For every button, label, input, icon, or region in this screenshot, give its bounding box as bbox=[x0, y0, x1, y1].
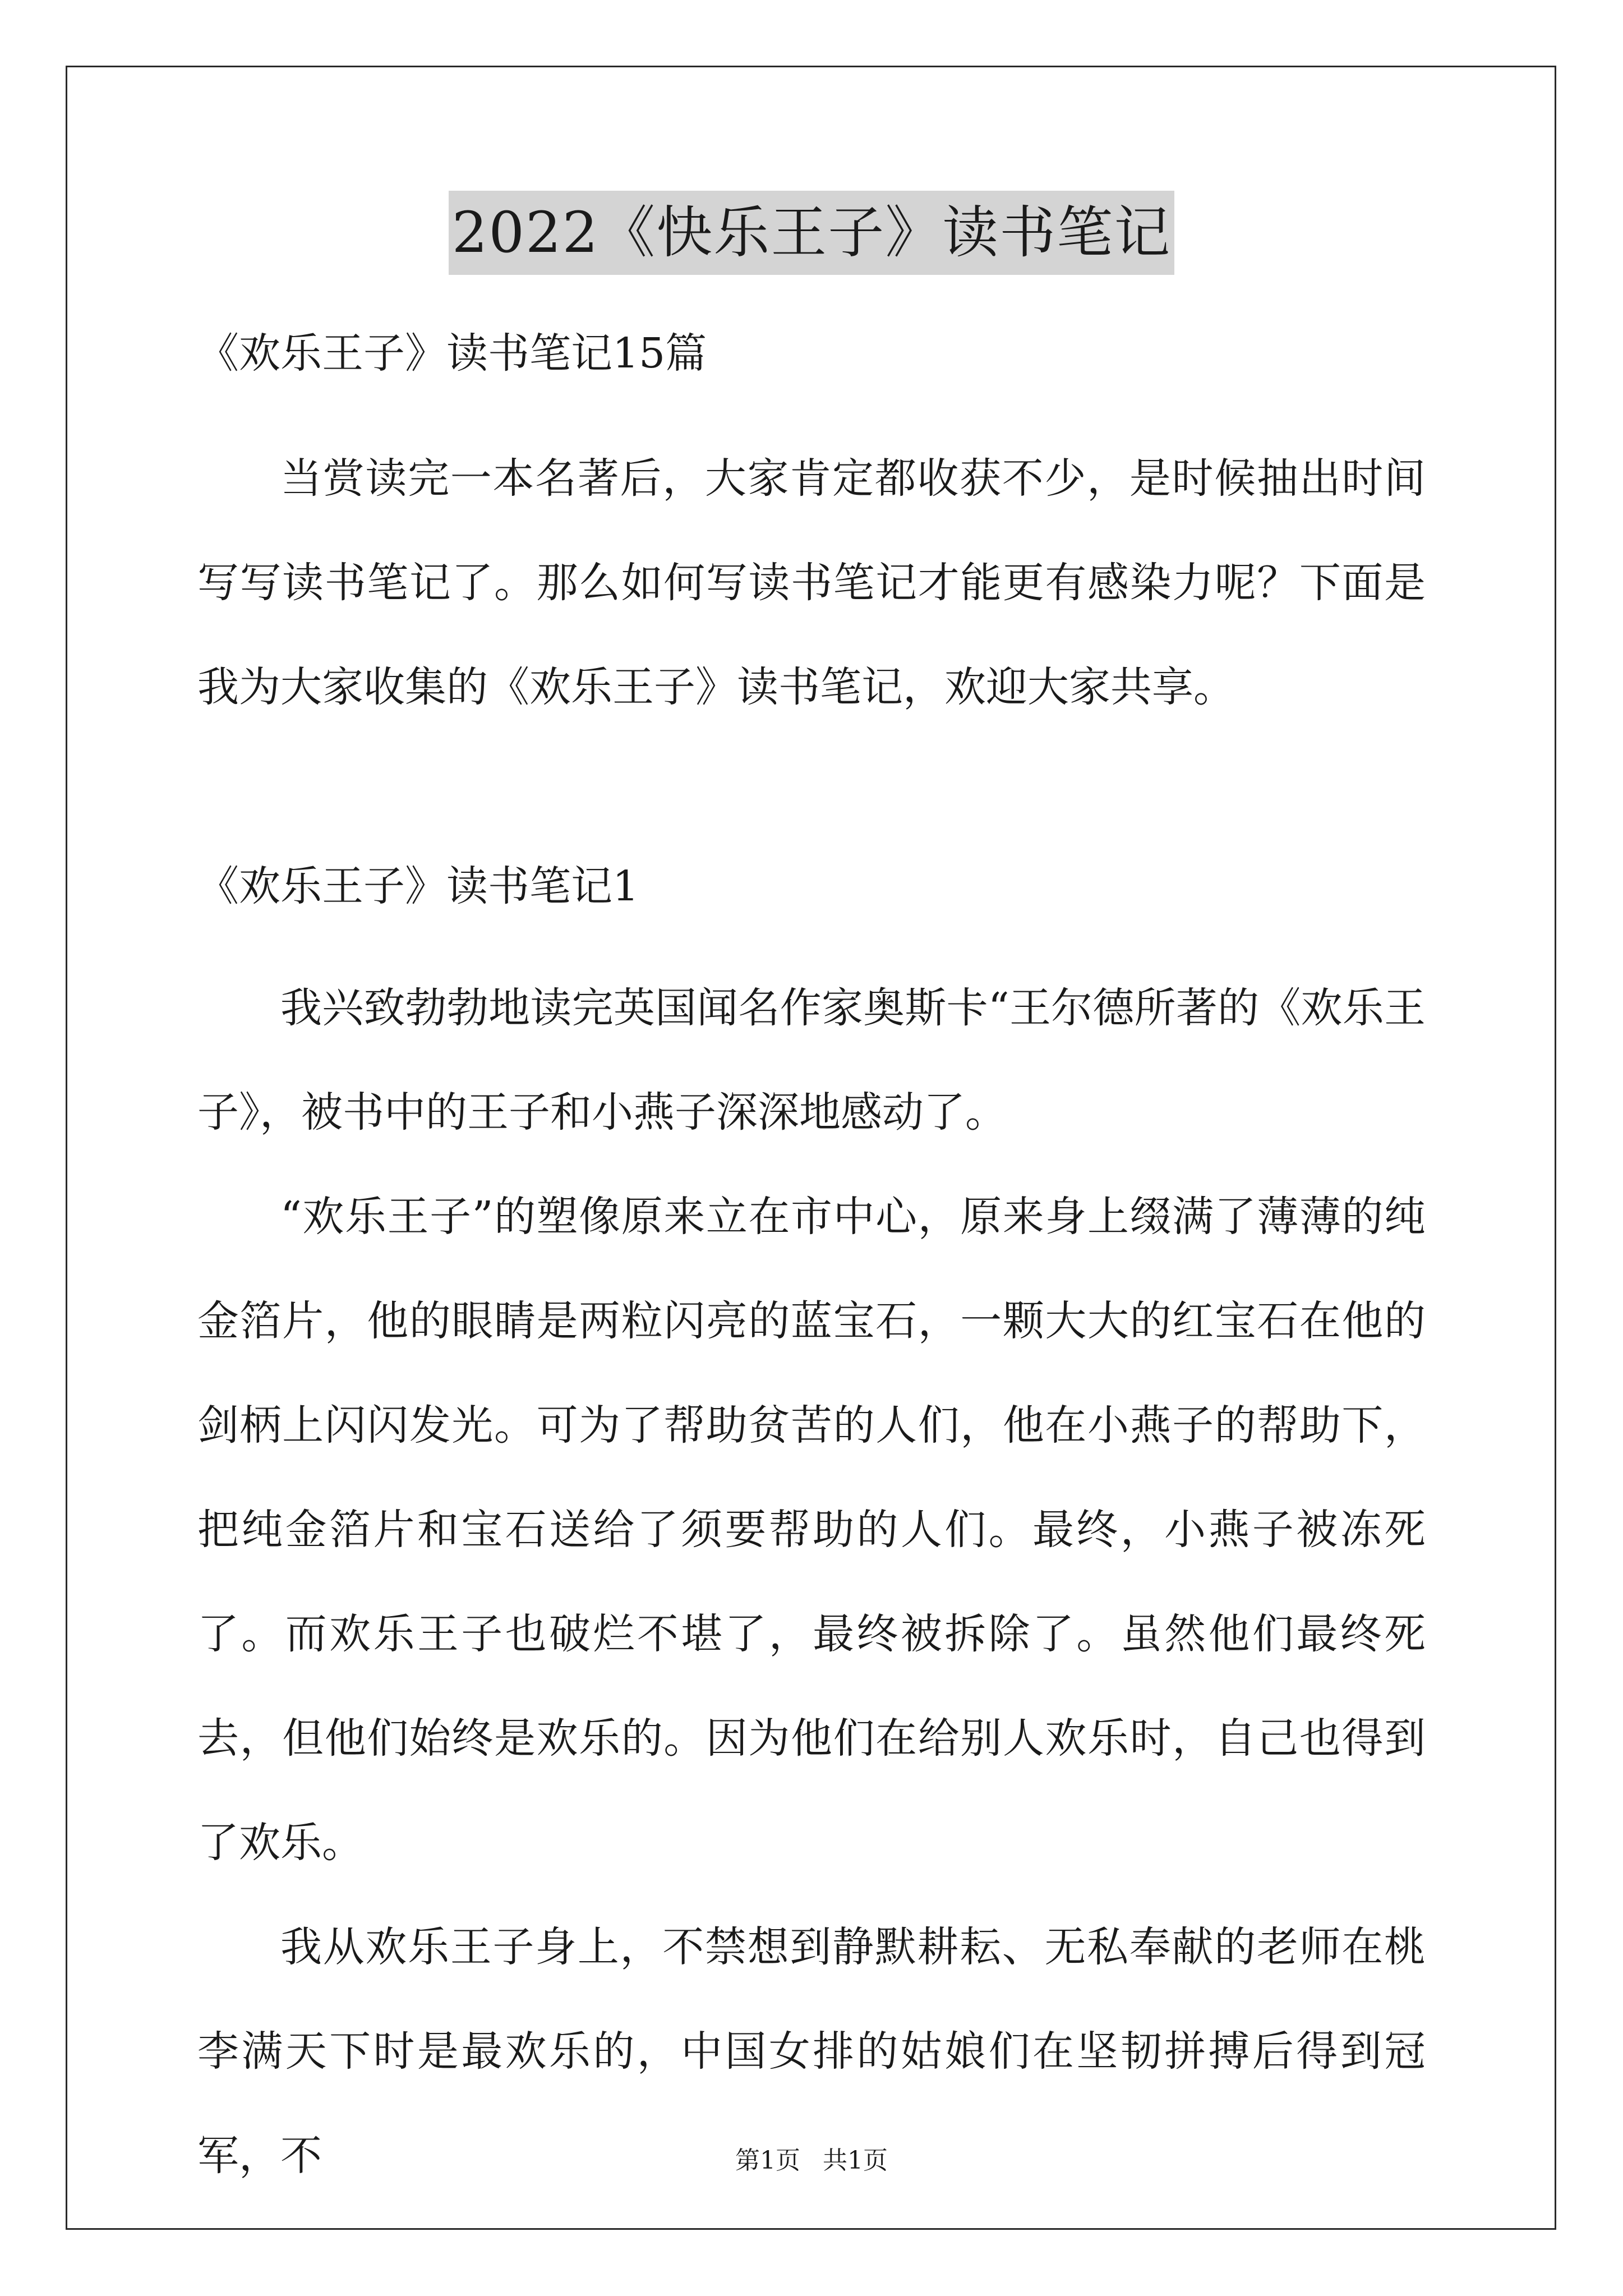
document-subtitle: 《欢乐王子》读书笔记15篇 bbox=[197, 329, 707, 378]
body-paragraph-1: 我兴致勃勃地读完英国闻名作家奥斯卡“王尔德所著的《欢乐王子》，被书中的王子和小燕子深深地感动了。 bbox=[197, 984, 1426, 1137]
section-heading: 《欢乐王子》读书笔记1 bbox=[197, 862, 639, 910]
page-number: 第1页 bbox=[735, 2146, 800, 2175]
page-total: 共1页 bbox=[823, 2146, 888, 2175]
title-block bbox=[197, 191, 1426, 286]
intro-paragraph: 当赏读完一本名著后，大家肯定都收获不少，是时候抽出时间写写读书笔记了。那么如何写读书笔记才能更有感染力呢？下面是我为大家收集的《欢乐王子》读书笔记，欢迎大家共享。 bbox=[197, 454, 1426, 711]
body-paragraph-3: 我从欢乐王子身上，不禁想到静默耕耘、无私奉献的老师在桃李满天下时是最欢乐的，中国女排的姑娘们在坚韧拼搏后得到冠军，不 bbox=[197, 1923, 1426, 2180]
document-title: 2022《快乐王子》读书笔记 bbox=[449, 191, 1175, 275]
page-footer bbox=[0, 2144, 1623, 2178]
body-paragraph-2: “欢乐王子”的塑像原来立在市中心，原来身上缀满了薄薄的纯金箔片，他的眼睛是两粒闪亮的蓝宝石，一颗大大的红宝石在他的剑柄上闪闪发光。可为了帮助贫苦的人们，他在小燕子的帮助下，把纯金箔片和宝石送给了须要帮助的人们。最终，小燕子被冻死了。而欢乐王子也破烂不堪了，最终被拆除了。虽然他们最终死去，但他们始终是欢乐的。因为他们在给别人欢乐时，自己也得到了欢乐。 bbox=[197, 1193, 1426, 1867]
document-body bbox=[197, 191, 1426, 2208]
